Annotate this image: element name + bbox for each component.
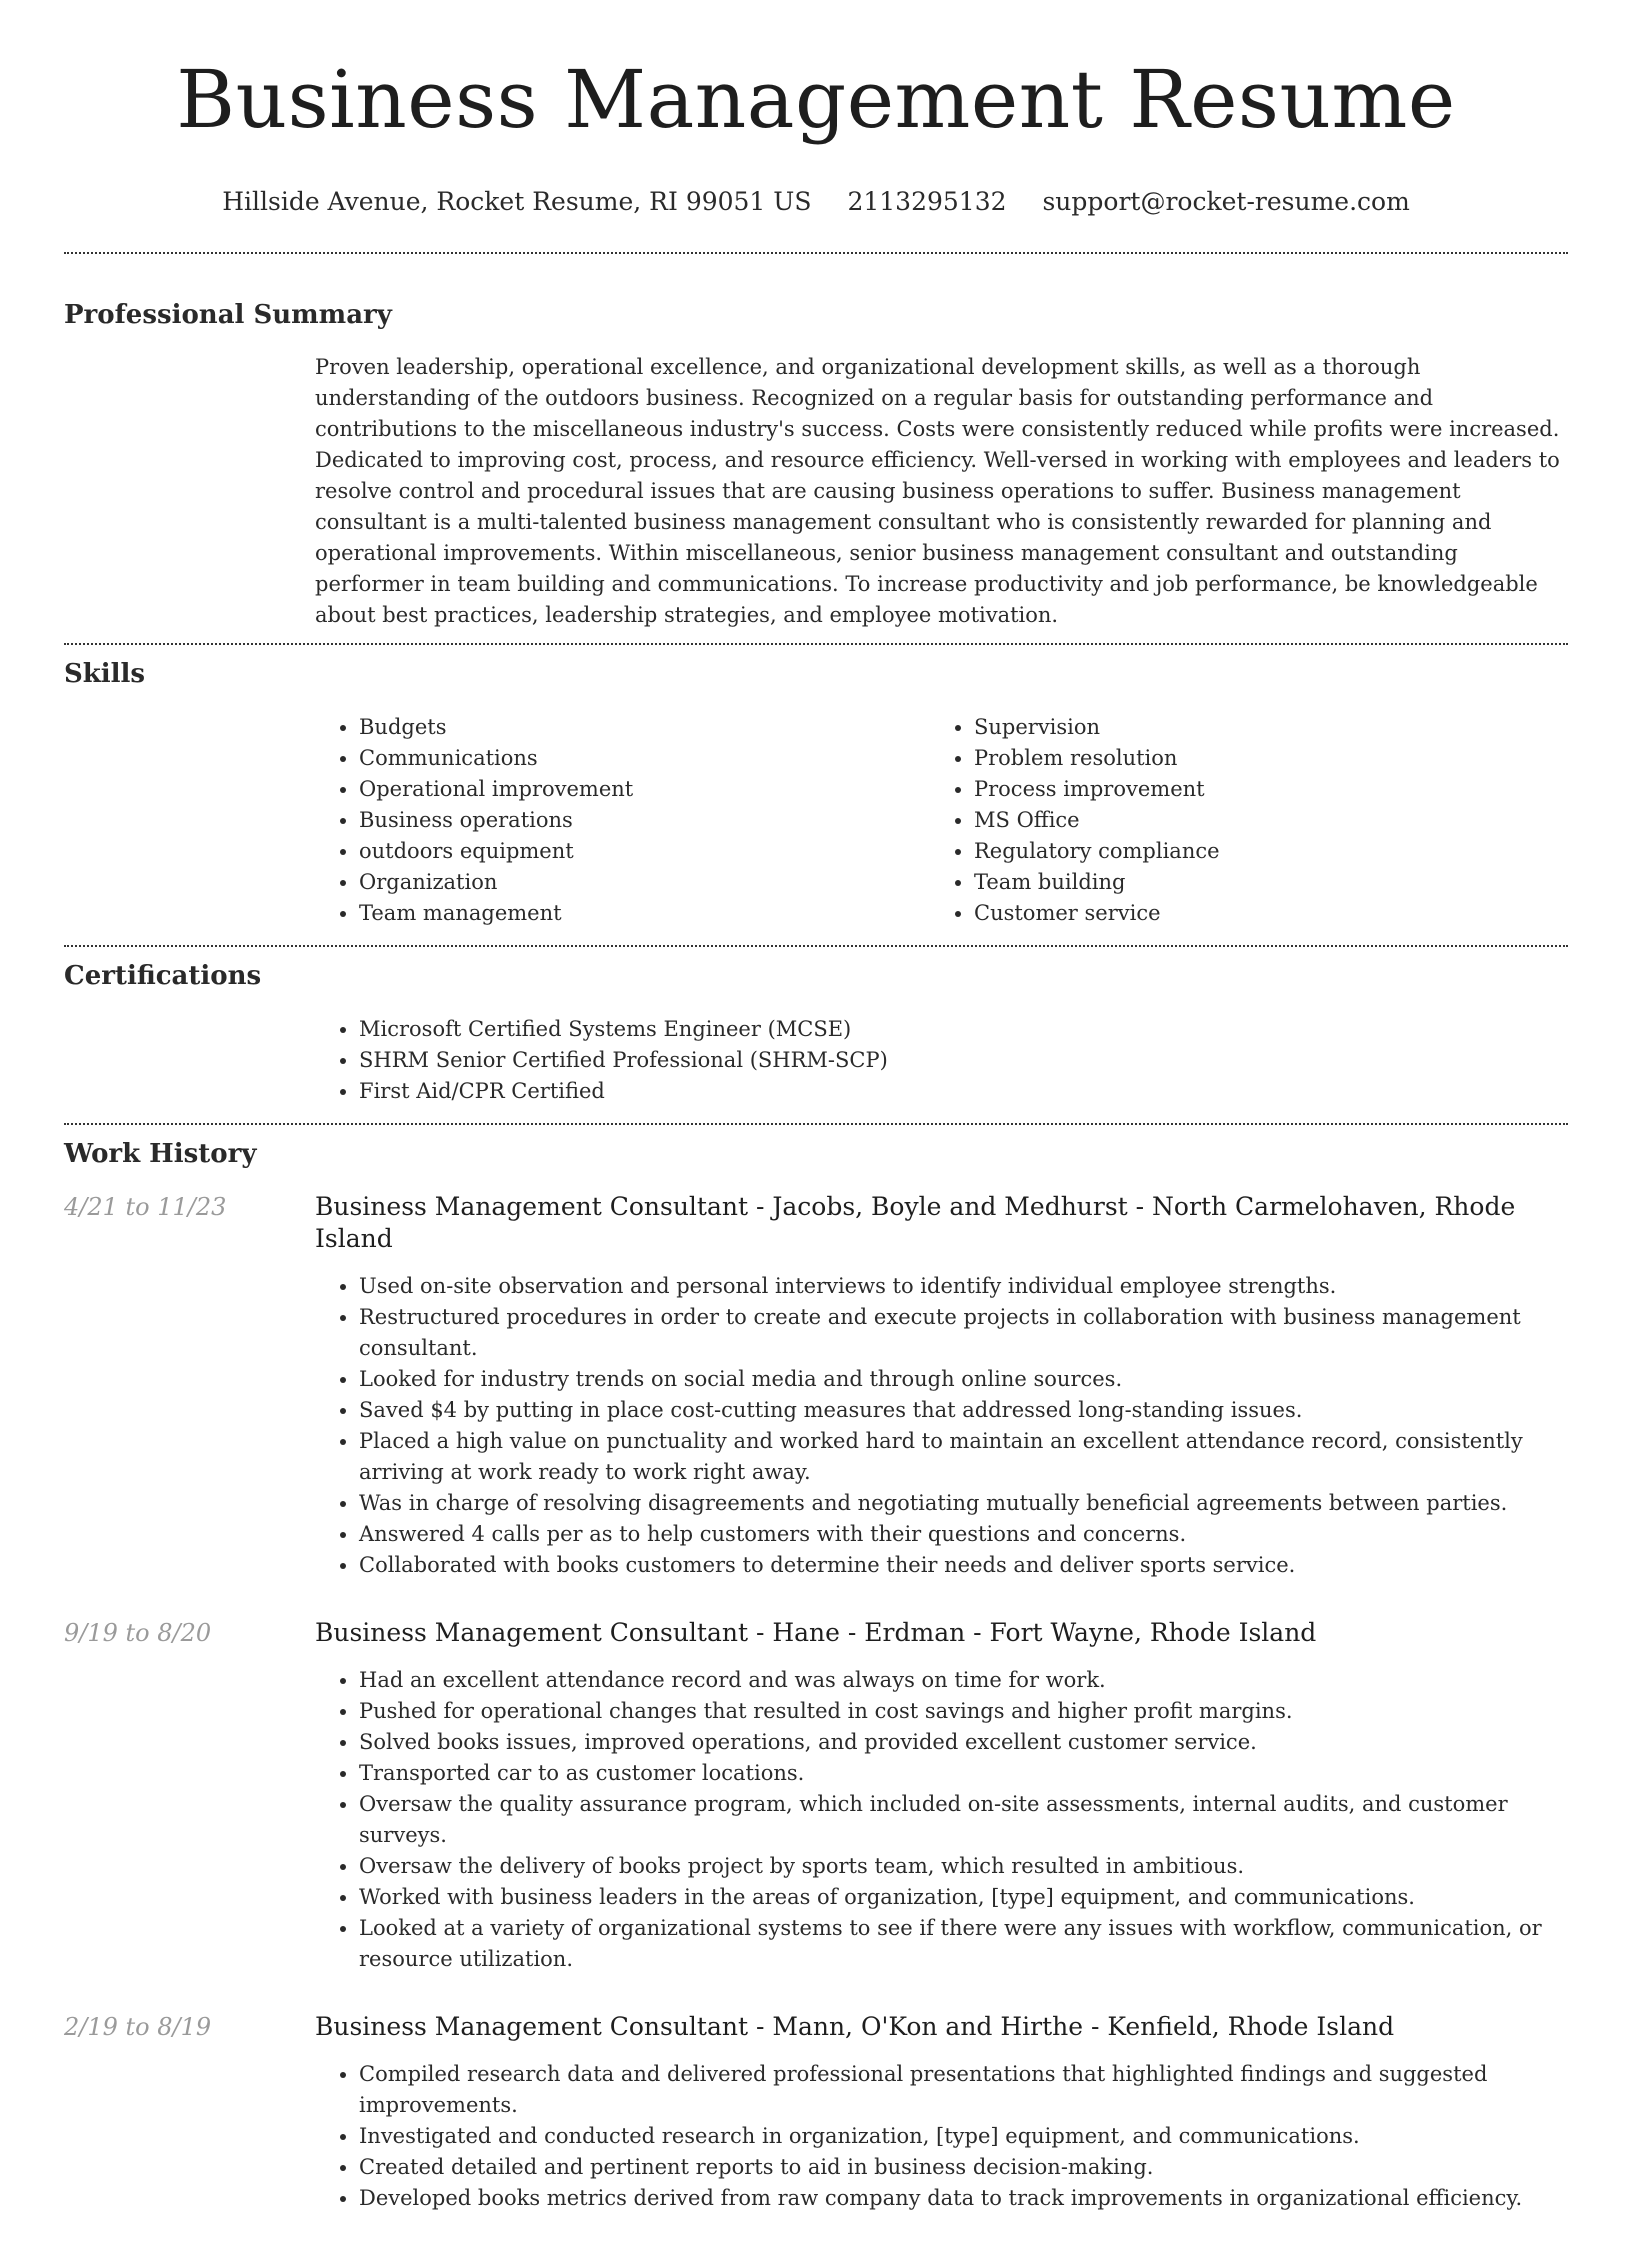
job-bullet: • Oversaw the delivery of books project by sports team, which resulted in ambitious. <box>359 1851 1568 1882</box>
job-bullet: • Developed books metrics derived from raw company data to track improvements in organizational efficiency. <box>359 2183 1568 2214</box>
skills-heading: Skills <box>64 659 146 689</box>
job-bullet: • Used on-site observation and personal interviews to identify individual employee strengths. <box>359 1271 1568 1302</box>
skills-column-left <box>315 712 930 929</box>
summary-heading: Professional Summary <box>64 300 392 330</box>
job-title: Business Management Consultant - Hane - Erdman - Fort Wayne, Rhode Island <box>315 1618 1317 1647</box>
skills-column-right <box>930 712 1545 929</box>
job-bullet: • Was in charge of resolving disagreements and negotiating mutually beneficial agreements between parties. <box>359 1488 1568 1519</box>
job-dates: 9/19 to 8/20 <box>64 1619 212 1647</box>
skill-item: • Operational improvement <box>359 774 930 805</box>
skill-item: • Regulatory compliance <box>974 836 1545 867</box>
job-dates: 2/19 to 8/19 <box>64 2013 212 2041</box>
job-bullet: • Collaborated with books customers to determine their needs and deliver sports service. <box>359 1550 1568 1581</box>
skill-item: • Communications <box>359 743 930 774</box>
job-bullet: • Oversaw the quality assurance program, which included on-site assessments, internal audits, and customer surveys. <box>359 1789 1568 1851</box>
skills-list-left <box>315 712 930 929</box>
job-title: Business Management Consultant - Mann, O'Kon and Hirthe - Kenfield, Rhode Island <box>315 2012 1395 2041</box>
work-history-section <box>64 1125 1568 2214</box>
certifications-list <box>315 1014 1568 1107</box>
certification-item: • First Aid/CPR Certified <box>359 1076 1568 1107</box>
skills-list-right <box>930 712 1545 929</box>
job-bullet: • Worked with business leaders in the areas of organization, [type] equipment, and communications. <box>359 1882 1568 1913</box>
job-bullet: • Created detailed and pertinent reports to aid in business decision-making. <box>359 2152 1568 2183</box>
skill-item: • Business operations <box>359 805 930 836</box>
summary-text: Proven leadership, operational excellence, and organizational development skills, as well as a thorough understanding of the outdoors business. Recognized on a regular basis for outstanding performance and contributions to the miscellaneous industry's success. Costs were consistently reduced while profits were increased. Dedicated to improving cost, process, and resource efficiency. Well-versed in working with employees and leaders to resolve control and procedural issues that are causing business operations to suffer. Business management consultant is a multi-talented business management consultant who is consistently rewarded for planning and operational improvements. Within miscellaneous, senior business management consultant and outstanding performer in team building and communications. To increase productivity and job performance, be knowledgeable about best practices, leadership strategies, and employee motivation. <box>315 355 1560 627</box>
certification-item: • SHRM Senior Certified Professional (SHRM-SCP) <box>359 1045 1568 1076</box>
skill-item: • Team management <box>359 898 930 929</box>
skill-item: • Customer service <box>974 898 1545 929</box>
certifications-list-wrap <box>315 1014 1568 1107</box>
job-bullet: • Saved $4 by putting in place cost-cutting measures that addressed long-standing issues. <box>359 1395 1568 1426</box>
job-bullet: • Pushed for operational changes that resulted in cost savings and higher profit margins. <box>359 1696 1568 1727</box>
job-bullet: • Investigated and conducted research in organization, [type] equipment, and communications. <box>359 2121 1568 2152</box>
job-bullets <box>315 1271 1568 1581</box>
job-bullet: • Had an excellent attendance record and was always on time for work. <box>359 1665 1568 1696</box>
job-bullets <box>315 2059 1568 2214</box>
skill-item: • Budgets <box>359 712 930 743</box>
job-bullet: • Compiled research data and delivered professional presentations that highlighted findings and suggested improvements. <box>359 2059 1568 2121</box>
contact-address: Hillside Avenue, Rocket Resume, RI 99051 US <box>222 187 812 216</box>
skill-item: • Supervision <box>974 712 1545 743</box>
job-bullet: • Transported car to as customer locations. <box>359 1758 1568 1789</box>
certifications-heading: Certifications <box>64 961 262 991</box>
contact-phone: 2113295132 <box>847 187 1007 216</box>
resume-title: Business Management Resume <box>176 53 1456 146</box>
contact-line <box>64 186 1568 218</box>
summary-section <box>64 254 1568 631</box>
job-bullet: • Looked for industry trends on social media and through online sources. <box>359 1364 1568 1395</box>
skills-section <box>64 645 1568 929</box>
job-entry <box>64 1191 1568 1581</box>
resume-page <box>64 0 1568 2250</box>
certification-item: • Microsoft Certified Systems Engineer (MCSE) <box>359 1014 1568 1045</box>
job-dates: 4/21 to 11/23 <box>64 1193 227 1221</box>
job-entry <box>64 1617 1568 1975</box>
job-bullet: • Answered 4 calls per as to help customers with their questions and concerns. <box>359 1519 1568 1550</box>
job-body <box>315 1617 1568 1975</box>
job-bullet: • Placed a high value on punctuality and worked hard to maintain an excellent attendance record, consistently arriving at work ready to work right away. <box>359 1426 1568 1488</box>
work-history-heading: Work History <box>64 1139 257 1169</box>
job-bullet: • Solved books issues, improved operations, and provided excellent customer service. <box>359 1727 1568 1758</box>
skill-item: • Problem resolution <box>974 743 1545 774</box>
job-bullet: • Restructured procedures in order to create and execute projects in collaboration with business management consultant. <box>359 1302 1568 1364</box>
job-entry <box>64 2011 1568 2214</box>
skill-item: • MS Office <box>974 805 1545 836</box>
skill-item: • Team building <box>974 867 1545 898</box>
skill-item: • Organization <box>359 867 930 898</box>
job-body <box>315 1191 1568 1581</box>
skills-columns <box>315 712 1568 929</box>
certifications-section <box>64 947 1568 1107</box>
skill-item: • Process improvement <box>974 774 1545 805</box>
job-bullet: • Looked at a variety of organizational systems to see if there were any issues with workflow, communication, or resource utilization. <box>359 1913 1568 1975</box>
job-bullets <box>315 1665 1568 1975</box>
job-title: Business Management Consultant - Jacobs, Boyle and Medhurst - North Carmelohaven, Rhode Island <box>315 1192 1516 1253</box>
contact-email: support@rocket-resume.com <box>1042 187 1410 216</box>
skill-item: • outdoors equipment <box>359 836 930 867</box>
job-body <box>315 2011 1568 2214</box>
